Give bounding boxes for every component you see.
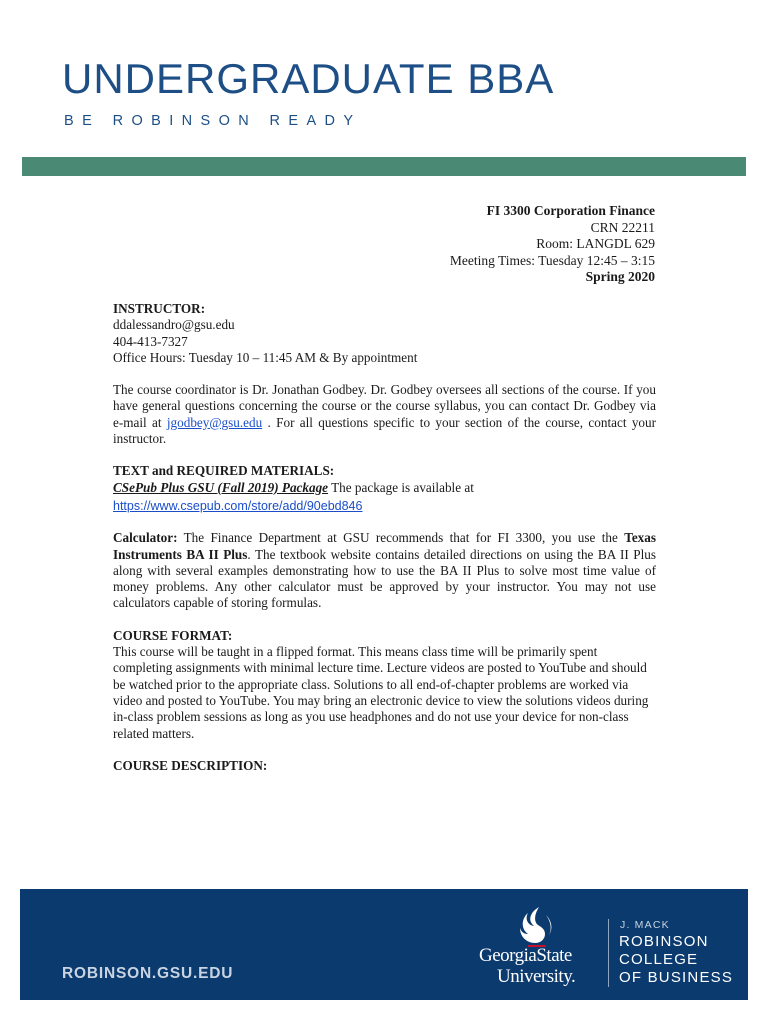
materials-heading: TEXT and REQUIRED MATERIALS:: [113, 463, 335, 479]
college-logo-jmack: J. MACK: [620, 919, 670, 931]
coordinator-paragraph: [113, 382, 656, 447]
materials-url-line: [113, 498, 656, 514]
materials-package-line: [113, 480, 656, 496]
coordinator-text-end: . For all questions specific to your section of the course, contact your instructor.: [113, 414, 656, 447]
calculator-paragraph: [113, 530, 656, 611]
course-term: Spring 2020: [585, 269, 655, 284]
instructor-office-hours: Office Hours: Tuesday 10 – 11:45 AM & By appointment: [113, 349, 418, 365]
logo-divider: [608, 919, 609, 987]
calculator-text-end: . The textbook website contains detailed directions on using the BA II Plus along with several examples demonstrating how to use the BA II Plus to solve most time value of money problems. Any other calculator must be approved by your instructor. You may not use calculators capable of storing formulas.: [113, 546, 656, 611]
materials-package-name: CSePub Plus GSU (Fall 2019) Package: [113, 479, 329, 495]
format-paragraph: This course will be taught in a flipped format. This means class time will be primarily spent completing assignments with minimal lecture time. Lecture videos are posted to YouTube and should be watched prior to the appropriate class. Solutions to all end-of-chapter problems are worked via video and posted to YouTube. You may bring an electronic device to view the solutions videos during in-class problem sessions as long as you use headphones and do not use your device for non-class related matters.: [113, 644, 649, 741]
college-logo-college: COLLEGE: [619, 951, 699, 968]
college-logo-robinson: ROBINSON: [619, 933, 709, 950]
calculator-label: Calculator:: [113, 530, 178, 546]
coordinator-text: The course coordinator is Dr. Jonathan Godbey. Dr. Godbey oversees all sections of the course. If you have general questions concerning the course or the course syllabus, you can contact Dr. Godbey via e-mail at: [113, 382, 656, 430]
course-room: Room: LANGDL 629: [536, 236, 655, 251]
course-info: [450, 203, 655, 286]
format-heading: COURSE FORMAT:: [113, 627, 233, 643]
course-name: FI 3300 Corporation Finance: [486, 203, 655, 218]
footer-url: ROBINSON.GSU.EDU: [62, 965, 234, 982]
masthead-tagline: BE ROBINSON READY: [64, 113, 362, 129]
syllabus-body: [113, 301, 656, 774]
course-crn: CRN 22211: [590, 219, 655, 235]
header-divider-bar: [22, 157, 746, 176]
instructor-phone: 404-413-7327: [113, 333, 188, 349]
gsu-wordmark-line1: GeorgiaState: [479, 945, 572, 966]
materials-url-link[interactable]: https://www.csepub.com/store/add/90ebd846: [113, 498, 363, 513]
gsu-logo: [479, 905, 597, 993]
instructor-heading: INSTRUCTOR:: [113, 301, 206, 316]
footer-banner: [20, 889, 748, 1000]
calculator-model: Texas Instruments BA II Plus: [113, 530, 656, 562]
coordinator-email-link[interactable]: jgodbey@gsu.edu: [166, 414, 263, 430]
college-logo-business: OF BUSINESS: [619, 969, 734, 986]
masthead-title: UNDERGRADUATE BBA: [62, 55, 555, 102]
materials-package-note: The package is available at: [328, 479, 474, 495]
description-heading: COURSE DESCRIPTION:: [113, 757, 268, 773]
instructor-email: ddalessandro@gsu.edu: [113, 317, 235, 333]
calculator-text: The Finance Department at GSU recommends that for FI 3300, you use the: [177, 530, 625, 546]
course-meeting-times: Meeting Times: Tuesday 12:45 – 3:15: [449, 252, 655, 268]
gsu-wordmark-line2: University.: [497, 966, 576, 987]
